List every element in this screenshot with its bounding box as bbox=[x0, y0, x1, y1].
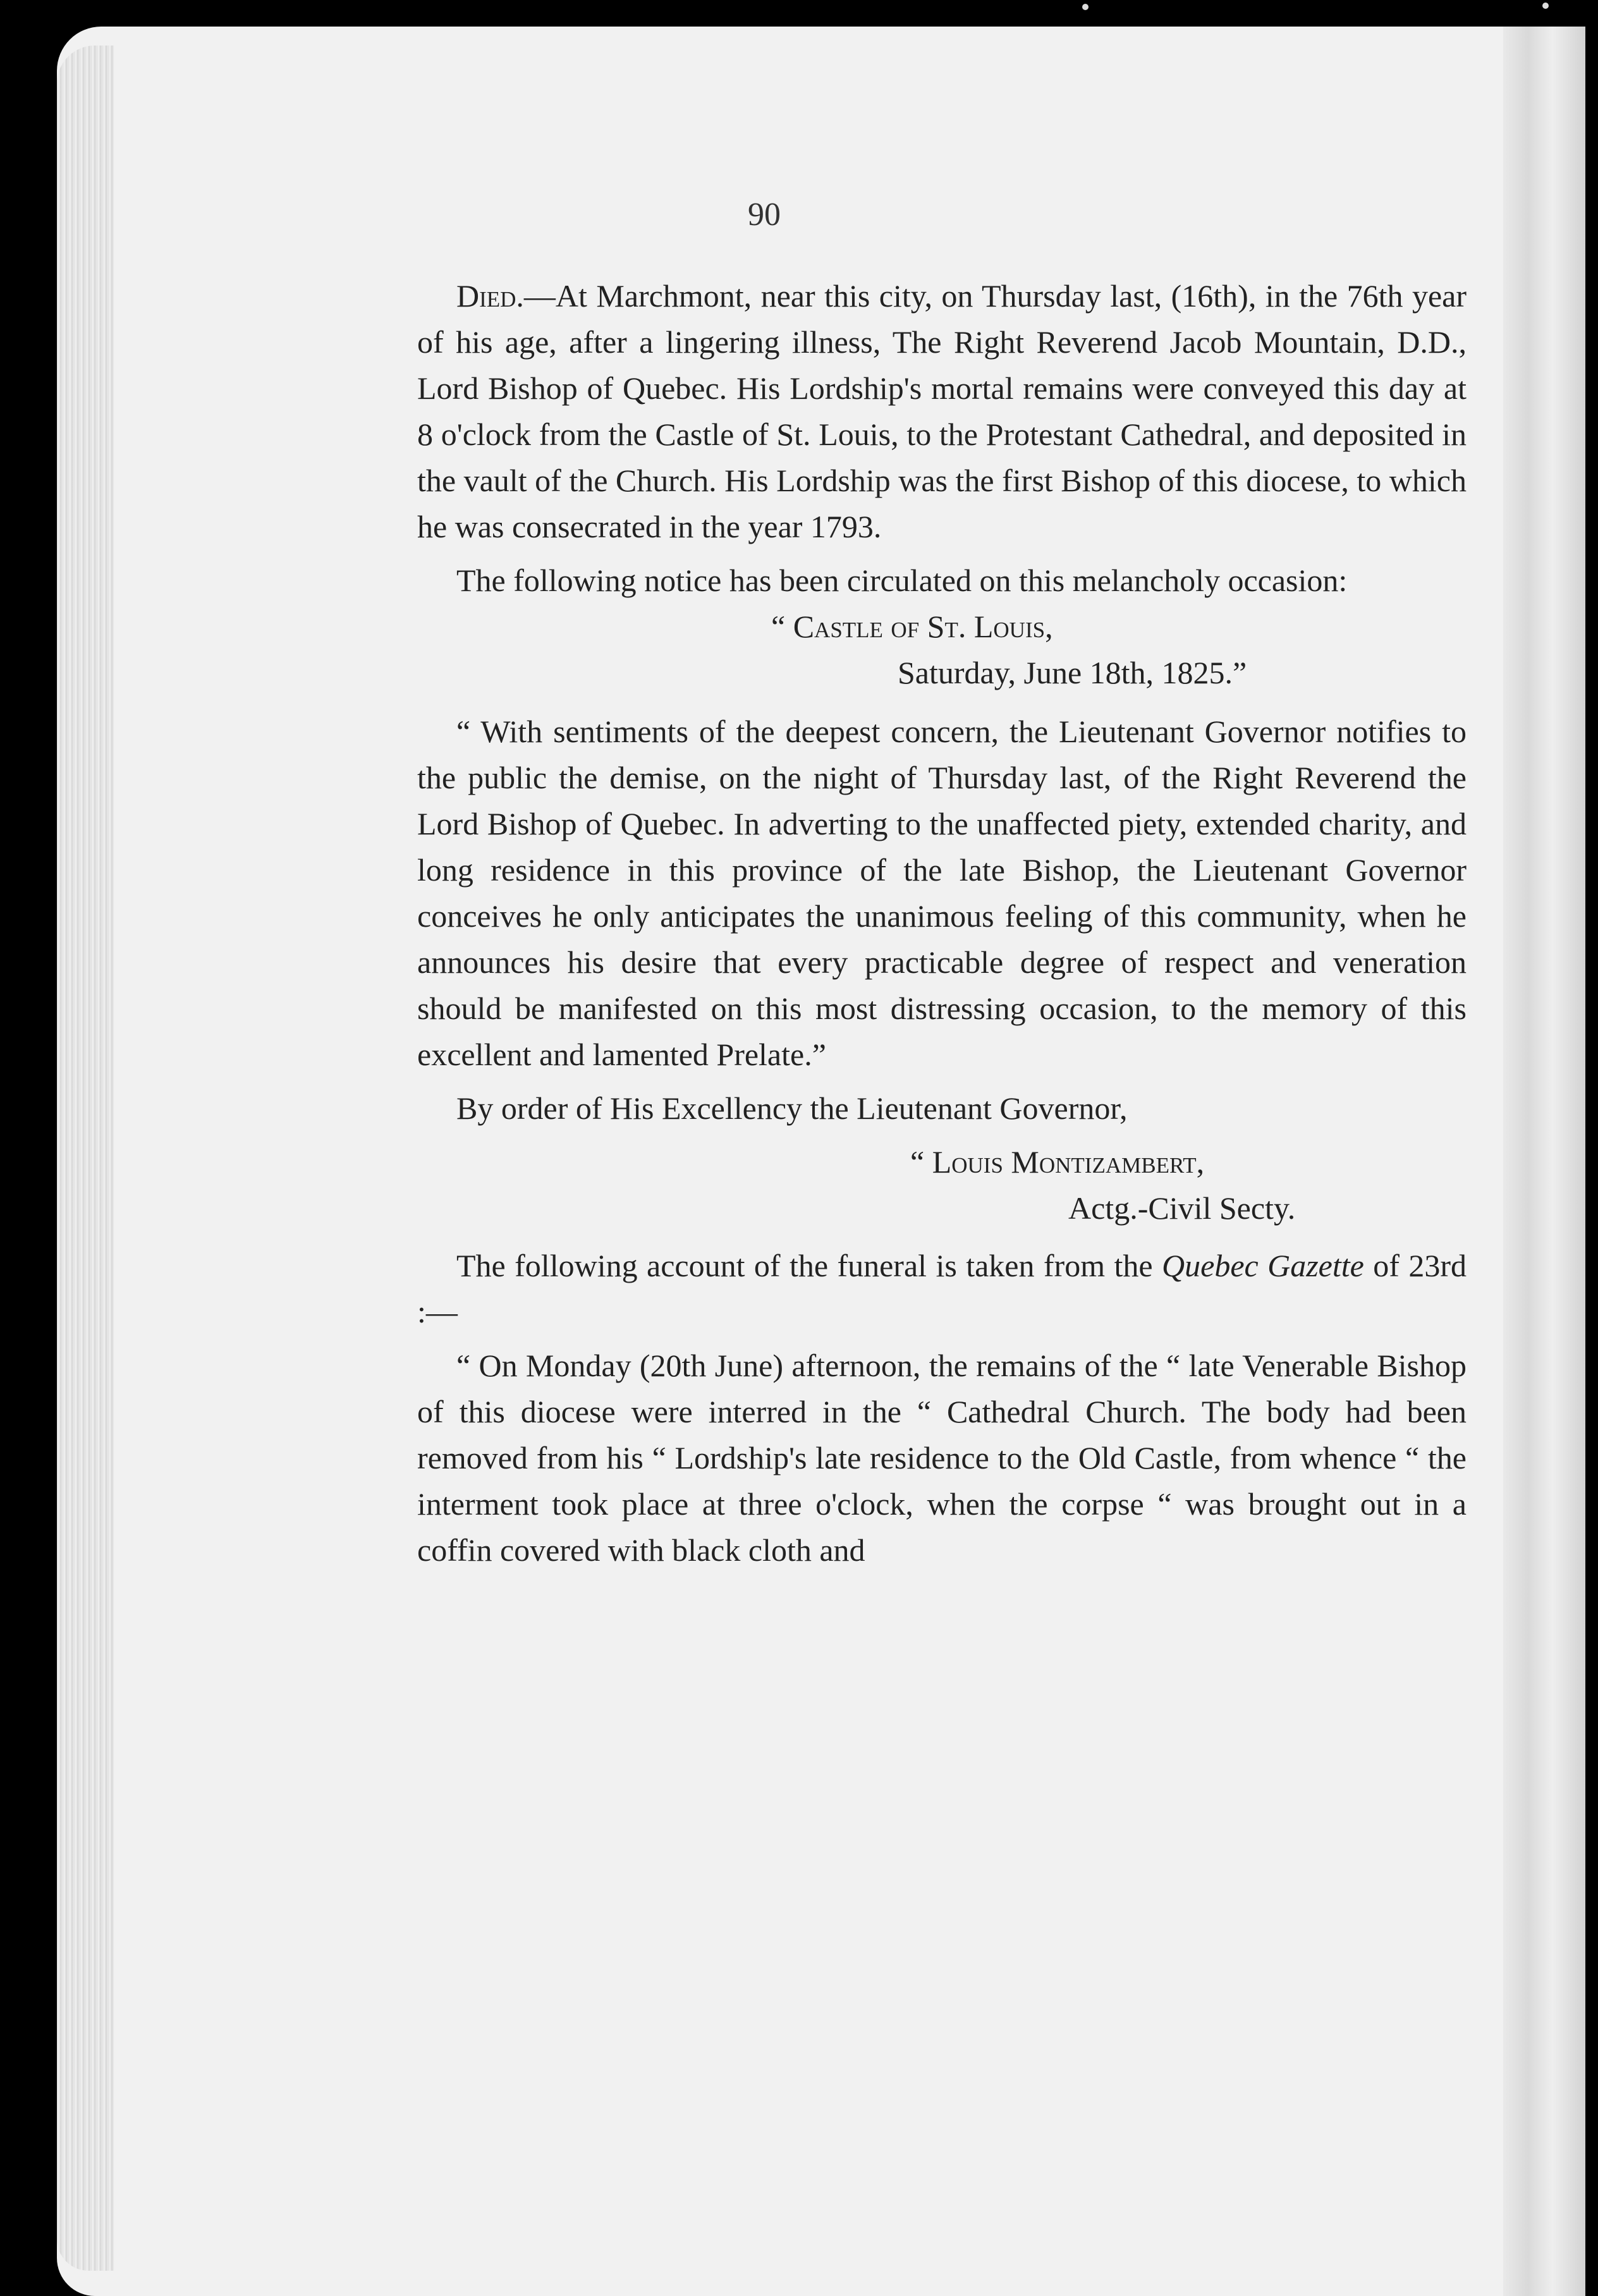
paragraph-account-intro bbox=[417, 1243, 1467, 1335]
account-source-tail: of 23rd :— bbox=[417, 1248, 1467, 1329]
signature-name: “ Louis Montizambert, bbox=[910, 1144, 1205, 1180]
dateline-place: “ Castle of St. Louis, bbox=[771, 609, 1053, 644]
page-edge-left bbox=[57, 46, 114, 2271]
notice-dateline bbox=[417, 604, 1467, 696]
scan-speck bbox=[1082, 4, 1089, 10]
book-page bbox=[57, 27, 1585, 2296]
scan-speck bbox=[1542, 3, 1549, 9]
paragraph-notice-text: “ With sentiments of the deepest concern, the Lieutenant Governor notifies to the public the demise, on the night of Thursday last, of the Right Reverend the Lord Bishop of Quebec. In adverting to the unaffected piety, extended charity, and long residence in this province of the late Bishop, the Lieutenant Governor conceives he only anticipates the unanimous feeling of this community, when he announces his desire that every practicable degree of respect and veneration should be manifested on this most distressing occasion, to the memory of this excellent and lamented Prelate.” bbox=[417, 714, 1467, 1072]
dateline-date: Saturday, June 18th, 1825.” bbox=[898, 655, 1247, 690]
page-number: 90 bbox=[748, 197, 781, 233]
signature-block bbox=[417, 1139, 1467, 1231]
account-source: Quebec Gazette bbox=[1162, 1248, 1364, 1283]
page-gutter-right bbox=[1503, 27, 1585, 2296]
signature-title: Actg.-Civil Secty. bbox=[1068, 1190, 1296, 1226]
died-lead: Died. bbox=[456, 278, 524, 314]
paragraph-died bbox=[417, 273, 1467, 550]
paragraph-notice-intro: The following notice has been circulated on this melancholy occasion: bbox=[456, 563, 1348, 598]
paragraph-funeral: “ On Monday (20th June) afternoon, the remains of the “ late Venerable Bishop of this diocese were interred in the “ Cathedral Church. The body had been removed from his “ Lordship's late residence to the Old Castle, from whence “ the interment took place at three o'clock, when the corpse “ was brought out in a coffin covered with black cloth and bbox=[417, 1348, 1467, 1568]
account-intro: The following account of the funeral is taken from the bbox=[456, 1248, 1153, 1283]
died-text: —At Marchmont, near this city, on Thursday last, (16th), in the 76th year of his age, after a lingering illness, The Right Reverend Jacob Mountain, D.D., Lord Bishop of Quebec. His Lordship's mortal remains were conveyed this day at 8 o'clock from the Castle of St. Louis, to the Protestant Cathedral, and deposited in the vault of the Church. His Lordship was the first Bishop of this diocese, to which he was consecrated in the year 1793. bbox=[417, 278, 1467, 544]
paragraph-order: By order of His Excellency the Lieutenant Governor, bbox=[456, 1090, 1128, 1126]
article-body bbox=[417, 191, 1467, 1573]
